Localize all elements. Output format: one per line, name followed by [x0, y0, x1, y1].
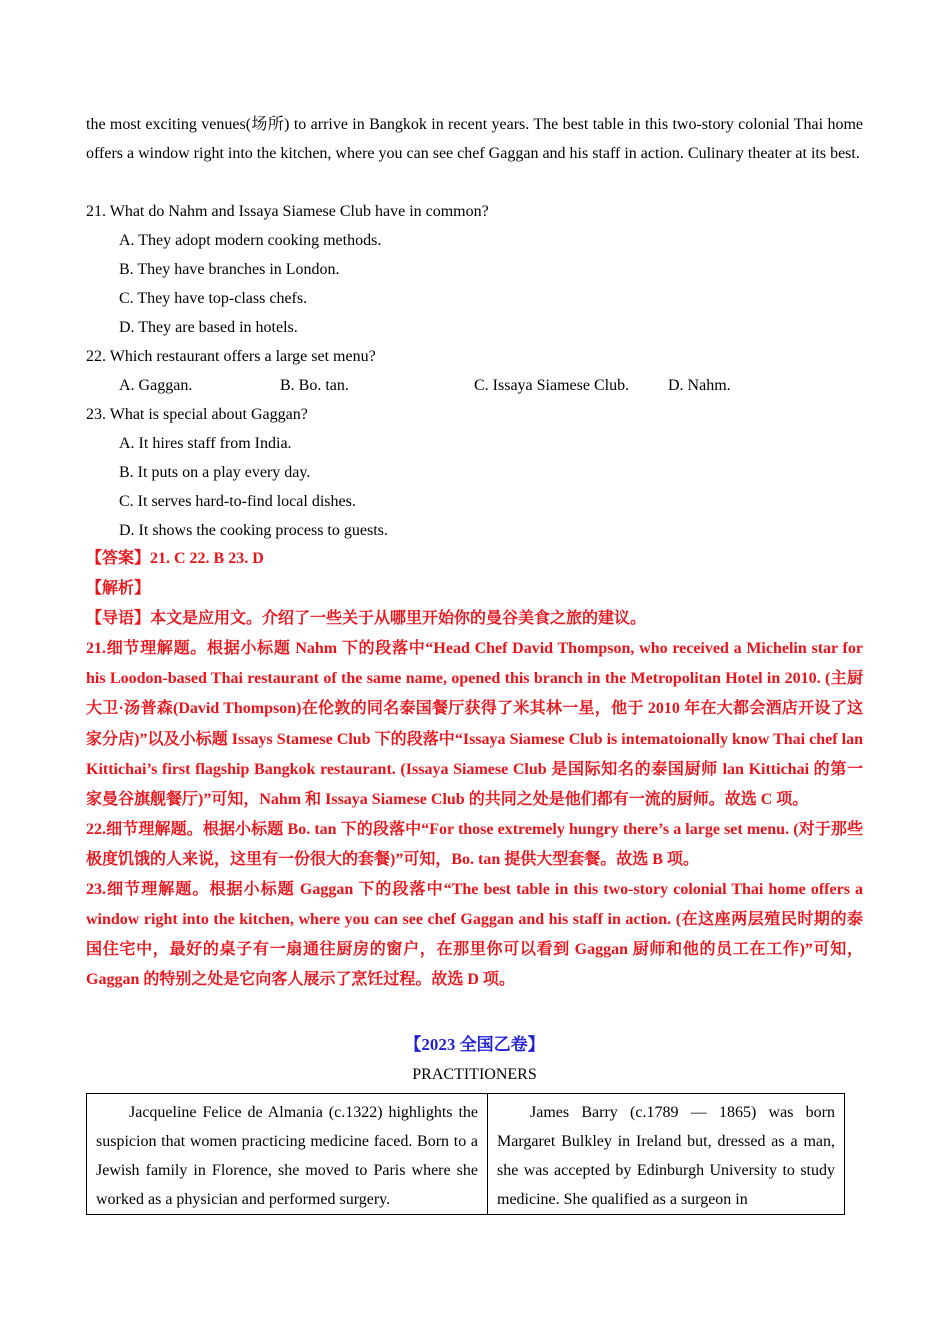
option: D. They are based in hotels. [119, 319, 298, 336]
option: A. Gaggan. [119, 377, 193, 394]
option: A. They adopt modern cooking methods. [119, 232, 382, 249]
option: B. Bo. tan. [280, 377, 349, 394]
table-cell: Jacqueline Felice de Almania (c.1322) highlights the suspicion that women practicing medicine faced. Born to a Jewish family in Florence, she moved to Paris where she worked as a physician and performed surgery. [87, 1094, 488, 1215]
practitioners-table [86, 1093, 845, 1215]
answer-key: 【答案】21. C 22. B 23. D [86, 550, 264, 567]
question-21: 21. What do Nahm and Issaya Siamese Club have in common? [86, 203, 489, 220]
explanation-21: 21.细节理解题。根据小标题 Nahm 下的段落中“Head Chef David Thompson, who received a Michelin star for his Loodon-based Thai restaurant of the same name, opened this branch in the Metropolitan Hotel in 2010. (主厨大卫·汤普森(David Thompson)在伦敦的同名泰国餐厅获得了米其林一星，他于 2010 年在大都会酒店开设了这家分店)”以及小标题 Issays Stamese Club 下的段落中“Issaya Siamese Club is intematoionally know Thai chef lan Kittichai’s first flagship Bangkok restaurant. (Issaya Siamese Club 是国际知名的泰国厨师 lan Kittichai 的第一家曼谷旗舰餐厅)”可知，Nahm 和 Issaya Siamese Club 的共同之处是他们都有一流的厨师。故选 C 项。 [86, 640, 863, 808]
option: D. Nahm. [668, 377, 731, 394]
answer-analysis [86, 544, 863, 995]
guide-text: 【导语】本文是应用文。介绍了一些关于从哪里开始你的曼谷美食之旅的建议。 [86, 610, 647, 628]
table-cell: James Barry (c.1789 — 1865) was born Margaret Bulkley in Ireland but, dressed as a man, she was accepted by Edinburgh University to study medicine. She qualified as a surgeon in [488, 1094, 845, 1215]
question-23: 23. What is special about Gaggan? [86, 406, 308, 423]
passage-ending [86, 110, 863, 168]
option: C. They have top-class chefs. [119, 290, 308, 307]
option: C. It serves hard-to-find local dishes. [119, 493, 356, 510]
intro-paragraph: the most exciting venues(场所) to arrive in Bangkok in recent years. The best table in this two-story colonial Thai home offers a window right into the kitchen, where you can see chef Gaggan and his staff in action. Culinary theater at its best. [86, 116, 863, 162]
option: A. It hires staff from India. [119, 435, 292, 452]
section-title: 【2023 全国乙卷】 [404, 1035, 545, 1054]
question-22: 22. Which restaurant offers a large set menu? [86, 348, 376, 365]
explanation-22: 22.细节理解题。根据小标题 Bo. tan 下的段落中“For those extremely hungry there’s a large set menu. (对于那些极度饥饿的人来说，这里有一份很大的套餐)”可知，Bo. tan 提供大型套餐。故选 B 项。 [86, 820, 863, 868]
questions [86, 197, 863, 545]
option: B. It puts on a play every day. [119, 464, 311, 481]
option: C. Issaya Siamese Club. [474, 377, 630, 394]
analysis-label: 【解析】 [86, 580, 151, 598]
passage-title: PRACTITIONERS [412, 1066, 537, 1083]
explanation-23: 23.细节理解题。根据小标题 Gaggan 下的段落中“The best table in this two-story colonial Thai home offers a window right into the kitchen, where you can see chef Gaggan and his staff in action. (在这座两层殖民时期的泰国住宅中，最好的桌子有一扇通往厨房的窗户，在那里你可以看到 Gaggan 厨师和他的员工在工作)”可知，Gaggan 的特别之处是它向客人展示了烹饪过程。故选 D 项。 [86, 881, 863, 989]
options-row [86, 371, 863, 400]
option: B. They have branches in London. [119, 261, 340, 278]
option: D. It shows the cooking process to guests. [119, 522, 388, 539]
